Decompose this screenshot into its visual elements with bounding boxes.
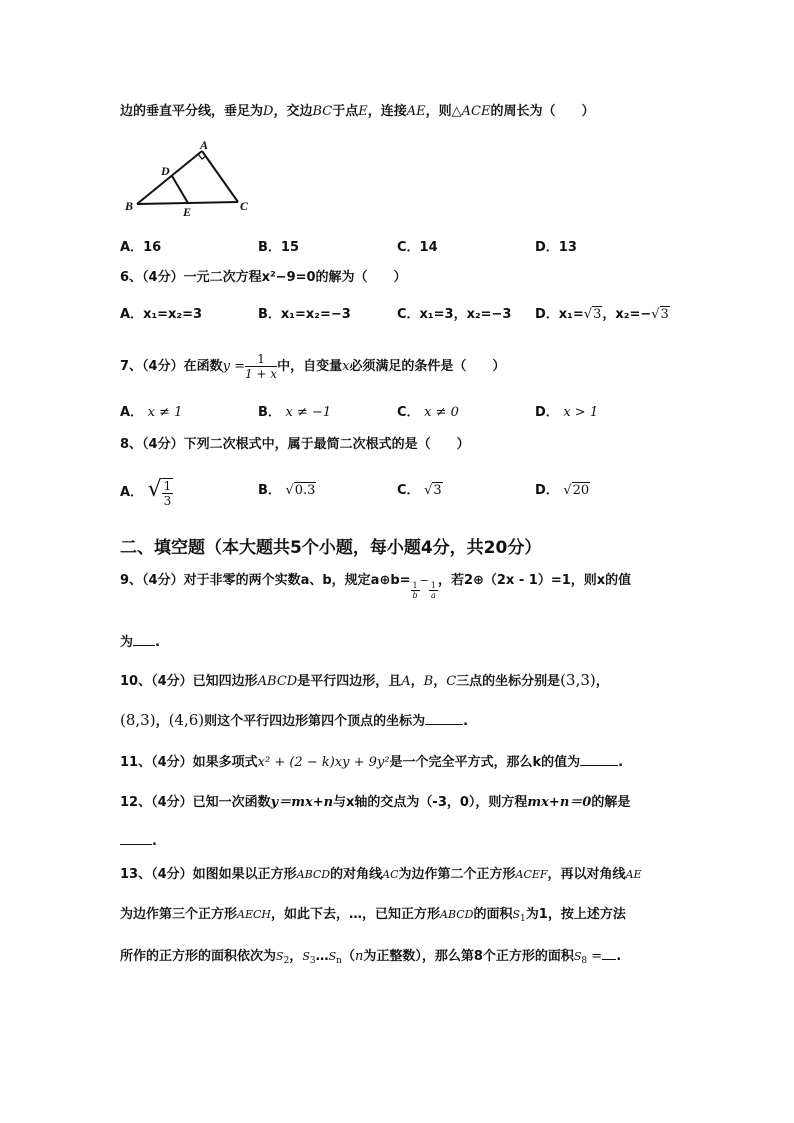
- q7-stem: 7、（4分）在函数y = $\frac{1}{1 + x}$ 中，自变量x必须满足的条件是（ ）: [120, 352, 506, 381]
- q5-stem-text: 边的垂直平分线，垂足为: [120, 104, 264, 119]
- q6-option-c[interactable]: C．x₁=3，x₂=−3: [397, 307, 512, 322]
- q7-option-d[interactable]: D． x > 1: [535, 405, 599, 420]
- segment-ac: [202, 151, 238, 202]
- q6-option-d[interactable]: D．x₁=√3，x₂=−√3: [535, 307, 669, 322]
- q5-option-c[interactable]: C．14: [397, 240, 438, 255]
- q11-stem: 11、（4分）如果多项式x² + (2 − k)xy + 9y²是一个完全平方式，那么k的值为 .: [120, 755, 624, 770]
- q7-option-a[interactable]: A． x ≠ 1: [120, 405, 183, 420]
- q9-answer-blank[interactable]: [133, 633, 155, 646]
- q13-answer-blank[interactable]: [602, 947, 616, 960]
- q6-stem: 6、（4分）一元二次方程x²−9=0的解为（ ）: [120, 270, 407, 285]
- q12-stem: 12、（4分）已知一次函数y＝mx+n与x轴的交点为（-3，0），则方程mx+n＝0的解是: [120, 795, 631, 810]
- q5-stem-text: 的周长为（ ）: [490, 104, 595, 119]
- q8-stem: 8、（4分）下列二次根式中，属于最简二次根式的是（ ）: [120, 437, 470, 452]
- q12-answer-line: .: [120, 832, 157, 851]
- q9-answer-line: 为 .: [120, 635, 160, 650]
- q8-option-c[interactable]: C． √3: [397, 483, 442, 498]
- q8-option-b[interactable]: B． √0.3: [258, 483, 316, 498]
- q5-var-e: E: [358, 104, 368, 119]
- q5-option-b[interactable]: B．15: [258, 240, 300, 255]
- q7-option-c[interactable]: C． x ≠ 0: [397, 405, 459, 420]
- q5-stem-text: ，连接: [367, 104, 407, 119]
- q8-option-d[interactable]: D． √20: [535, 483, 590, 498]
- q5-var-bc: BC: [312, 104, 333, 119]
- segment-de: [172, 176, 188, 203]
- q13-stem-line1: 13、（4分）如图如果以正方形ABCD的对角线AC为边作第二个正方形ACEF，再以对角线AE: [120, 867, 642, 882]
- q13-stem-line2: 为边作第三个正方形AECH，如此下去，…，已知正方形ABCD的面积$S_1$为1，按上述方法: [120, 907, 626, 924]
- label-c: C: [240, 199, 249, 213]
- q5-var-ace: ACE: [461, 104, 491, 119]
- q5-stem-text: ，则△: [425, 104, 462, 119]
- q10-answer-blank[interactable]: [425, 712, 463, 725]
- q5-stem-text: ，交边: [273, 104, 313, 119]
- label-e: E: [183, 205, 192, 219]
- q7-var-x: x: [342, 359, 350, 374]
- q11-answer-blank[interactable]: [580, 753, 618, 766]
- q5-var-ae: AE: [406, 104, 426, 119]
- q6-option-a[interactable]: A．x₁=x₂=3: [120, 307, 203, 322]
- q5-option-d[interactable]: D．13: [535, 240, 577, 255]
- q7-fraction: $\frac{1}{1 + x}$: [244, 352, 278, 381]
- q5-option-a[interactable]: A．16: [120, 240, 162, 255]
- q6-option-b[interactable]: B．x₁=x₂=−3: [258, 307, 351, 322]
- label-a: A: [200, 138, 209, 152]
- q7-option-b[interactable]: B． x ≠ −1: [258, 405, 332, 420]
- q5-stem: [120, 103, 594, 121]
- label-d: D: [161, 164, 170, 178]
- section-heading-fill-in: 二、填空题（本大题共5个小题，每小题4分，共20分）: [120, 538, 542, 558]
- q13-stem-line3: 所作的正方形的面积依次为$S_2$，$S_3\dots S_n(n$为正整数），那么第8个正方形的面积$S_8$ = .: [120, 949, 622, 966]
- label-b: B: [125, 199, 134, 213]
- q10-stem-line2: (8,3)，(4,6)则这个平行四边形第四个顶点的坐标为 .: [120, 711, 469, 729]
- q5-triangle-figure: [122, 138, 262, 220]
- q8-option-a[interactable]: A． √ $\frac{1}{3}$: [120, 477, 172, 508]
- q10-stem: 10、（4分）已知四边形ABCD是平行四边形，且A，B，C三点的坐标分别是(3,3)，: [120, 671, 609, 689]
- q5-var-d: D: [263, 104, 274, 119]
- q12-answer-blank[interactable]: [120, 832, 152, 845]
- q5-stem-text: 于点: [332, 104, 359, 119]
- q7-func-y: y =: [222, 359, 245, 374]
- q9-stem: 9、（4分）对于非零的两个实数a、b，规定a⊕b= $\frac{1}{b}$ − $\frac{1}{a}$ ，若2⊕（2x - 1）=1，则x的值: [120, 573, 632, 600]
